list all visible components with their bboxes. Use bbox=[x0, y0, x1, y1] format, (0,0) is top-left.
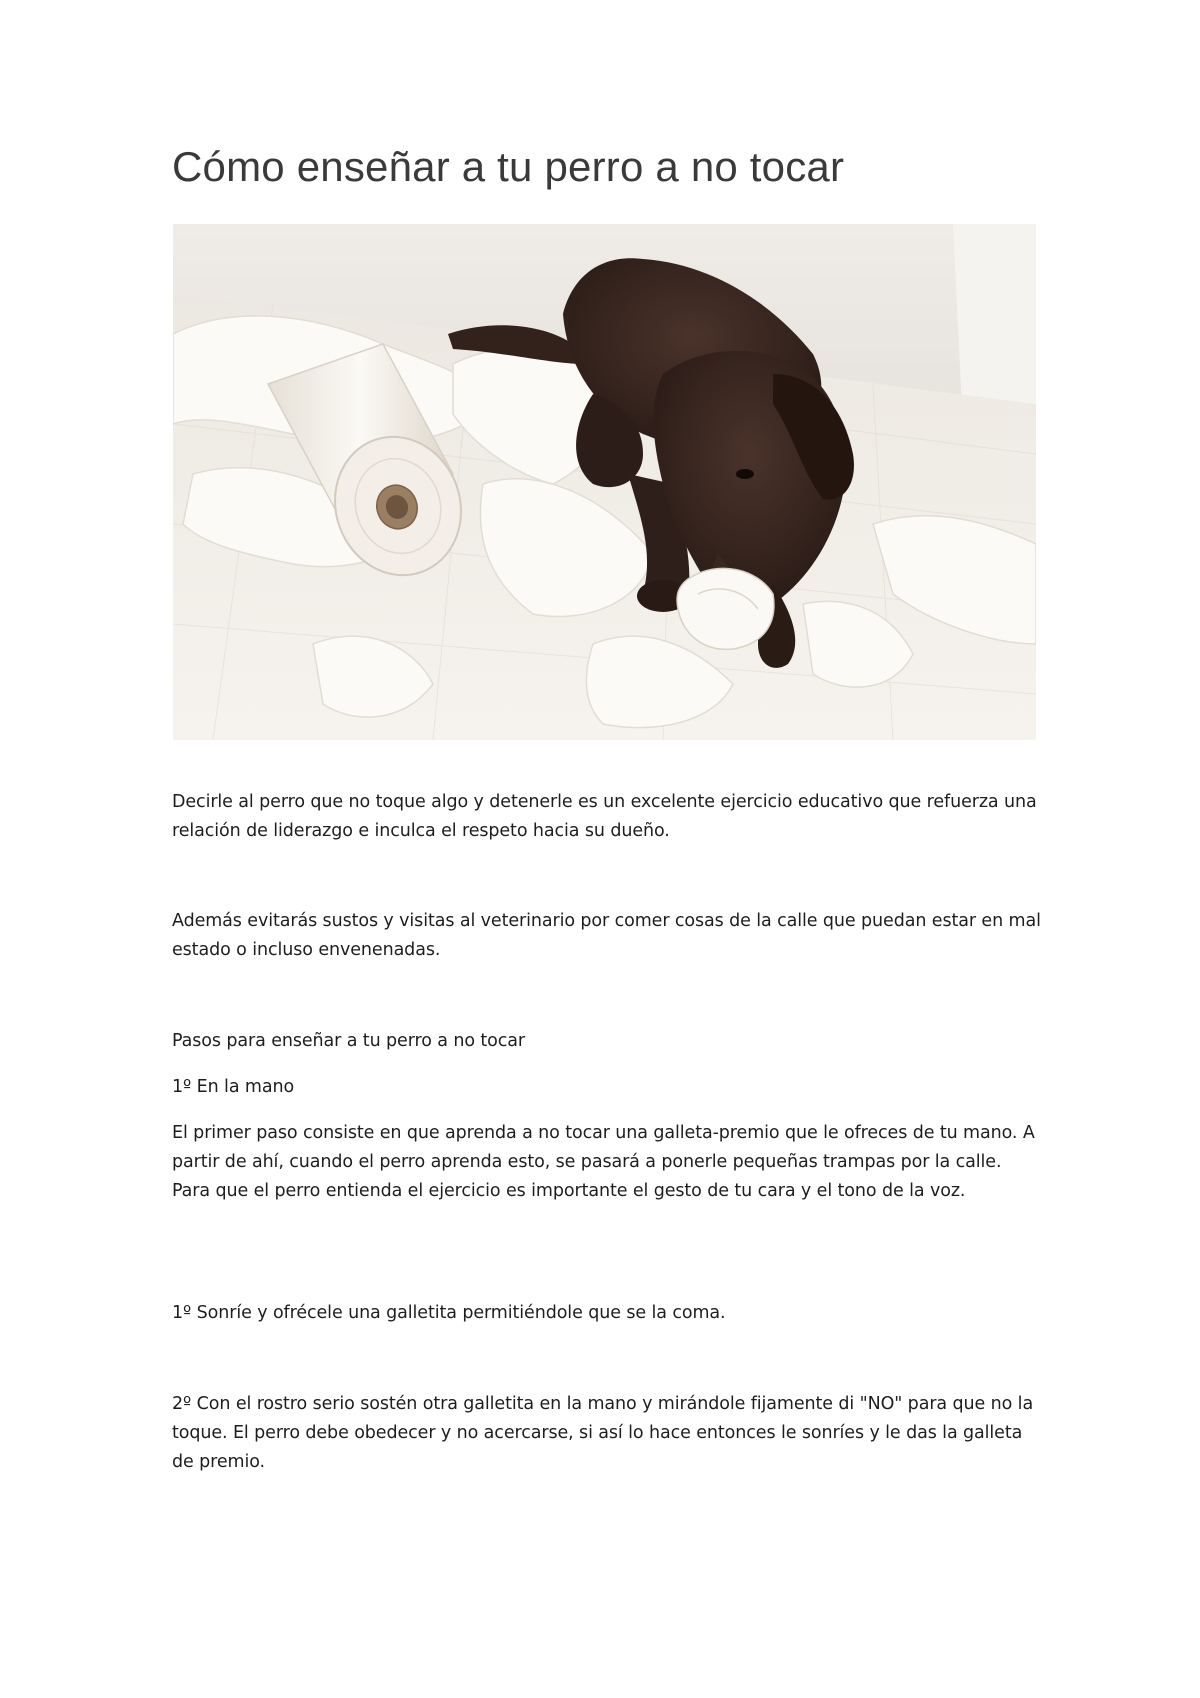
substep2-paragraph: 2º Con el rostro serio sostén otra galletita en la mano y mirándole fijamente di "NO" para que no la toque. El perro debe obedecer y no acercarse, si así lo hace entonces le sonríes y le das la galleta de premio. bbox=[172, 1394, 1034, 1472]
steps-heading: Pasos para enseñar a tu perro a no tocar bbox=[172, 1031, 526, 1051]
step1-body: El primer paso consiste en que aprenda a no tocar una galleta-premio que le ofreces de tu mano. A partir de ahí, cuando el perro aprenda esto, se pasará a ponerle pequeñas trampas por la calle. Para que el perro entienda el ejercicio es importante el gesto de tu cara y el tono de la voz. bbox=[172, 1123, 1035, 1201]
article-photo bbox=[173, 224, 1036, 740]
dog-paper-towels-illustration bbox=[173, 224, 1036, 740]
substep1-paragraph: 1º Sonríe y ofrécele una galletita permitiéndole que se la coma. bbox=[172, 1303, 726, 1323]
intro-paragraph: Decirle al perro que no toque algo y detenerle es un excelente ejercicio educativo que refuerza una relación de liderazgo e inculca el respeto hacia su dueño. bbox=[172, 792, 1037, 841]
page-title: Cómo enseñar a tu perro a no tocar bbox=[172, 143, 845, 190]
benefit-paragraph: Además evitarás sustos y visitas al veterinario por comer cosas de la calle que puedan estar en mal estado o incluso envenenadas. bbox=[172, 911, 1041, 960]
step1-heading: 1º En la mano bbox=[172, 1077, 295, 1097]
